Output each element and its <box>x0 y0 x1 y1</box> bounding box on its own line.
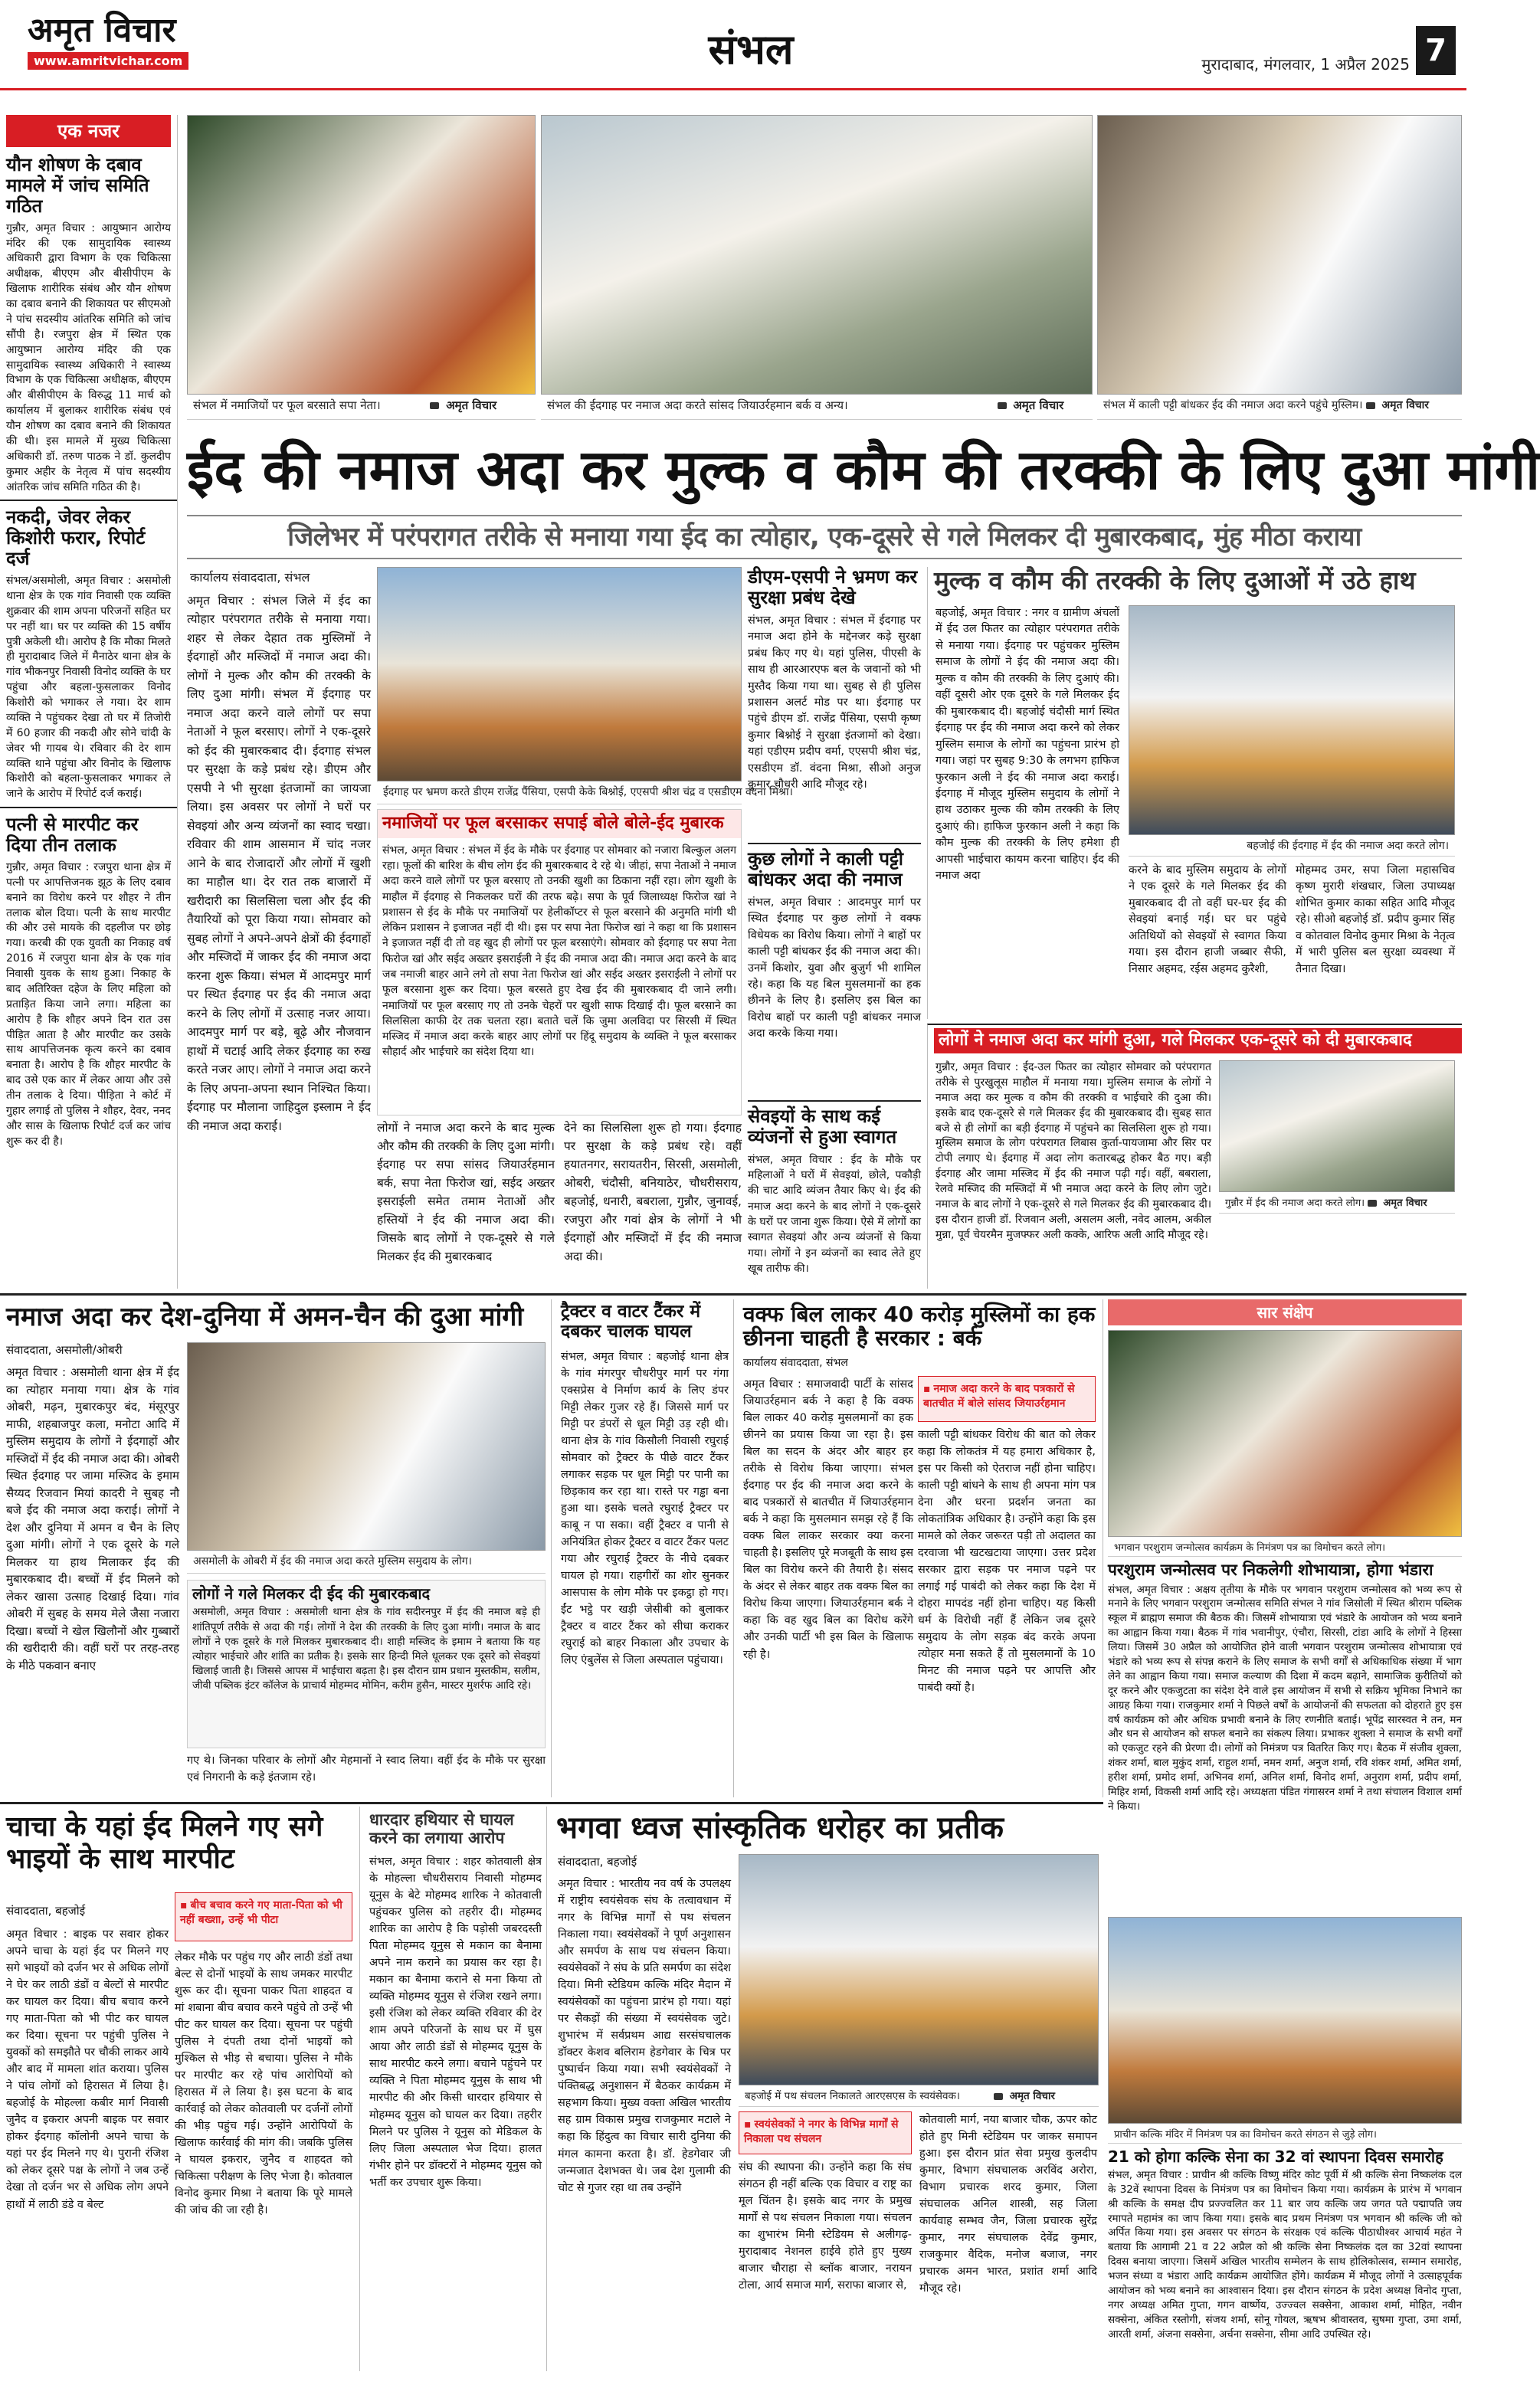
story-col-1: बहजोई, अमृत विचार : नगर व ग्रामीण अंचलों में ईद उल फितर का त्योहार परंपरागत तरीके से मनाया गया। ईदगाह पर पहुंचकर मुस्लिम समाज के लोगों ने ईद की नमाज अदा की। मुल्क व कौम की तरक्की के लिए दुआएं की। वहीं दूसरी ओर एक दूसरे के गले मिलकर ईद की मुबारकबाद दी। बहजोई चंदौसी मार्ग स्थित ईदगाह पर ईद की नमाज अदा करने को लेकर मुस्लिम समाज के लोगों का पहुंचना प्रारंभ हो गया। जहां पर सुबह 9:30 के लगभग हाफिज फुरकान अली ने ईद की नमाज अदा कराई। ईदगाह में मौजूद मुस्लिम समुदाय के लोगों ने हाथ उठाकर मुल्क की कौम तरक्की के लिए दुआएं की। हाफिज फुरकान अली ने कहा कि कौम मुल्क की तरक्की के लिए हमेशा ही आपसी भाईचारा कायम करना चाहिए। ईद की नमाज अदा <box>935 607 1119 883</box>
story-text: संभल, अमृत विचार : संभल में ईद के मौके पर ईदगाह पर सोमवार को नजारा बिल्कुल अलग रहा। फूलों की बारिश के बीच लोग ईद की मुबारकबाद दे रहे थे। जीहां, सपा नेताओं ने नमाज अदा करने वाले लोगों पर फूल बरसाए तो उनकी खुशी का ठिकाना नहीं रहा। लोग खुशी के माहौल में ईदगाह से निकलकर घरों की तरफ बढ़े। सपा के पूर्व जिलाध्यक्ष फिरोज खां ने प्रशासन से ईद के मौके पर नमाजियों पर हेलीकॉप्टर से फूल बरसाने की अनुमति मांगी थी लेकिन प्रशासन ने इजाजत नहीं दी थी। इस पर सपा नेता फिरोज खां ने कहा था कि प्रशासन ने इजाजत नहीं दी तो वह खुद ही लोगों पर फूल बरसाएंगे। सोमवार को ईदगाह पर सपा नेता फिरोज खां और सईद अख्तर इसराईली ने ईद की नमाज अदा की। नमाज अदा करने के बाद जब नमाजी बाहर आने लगे तो सपा नेता फिरोज खां और सईद अख्तर इसराईली ने लोगों पर फूल बरसाना शुरू कर दिया। फूल बरसते हुए देख ईद की मुबारकबाद दी जाने लगी। नमाजियों पर फूल बरसाए गए तो उनके चेहरों पर खुशी साफ दिखाई दी। फूल बरसाने का सिलसिला काफी देर तक चलता रहा। बताते चलें कि जुमा अलविदा पर सिरसी में स्थित मस्जिद में नमाज अदा करके बाहर आए लोगों पर हिंदू समुदाय के व्यक्ति ने फूल बरसाकर सौहार्द और भाईचारे का संदेश दिया था। <box>382 844 736 1059</box>
story-byline: संवाददाता, बहजोई <box>6 1904 86 1918</box>
photo-caption <box>1219 1192 1455 1214</box>
lead-deck <box>187 515 1462 559</box>
asmoli-story <box>0 1299 552 1797</box>
saar-header <box>1108 1299 1462 1325</box>
photo-image <box>1219 1060 1455 1192</box>
story-byline: संवाददाता, बहजोई <box>558 1855 637 1869</box>
sevai-story <box>748 1100 921 1289</box>
bhagwa-story <box>552 1807 1103 2371</box>
weapon-story <box>365 1807 547 2371</box>
story-photo <box>187 1342 546 1574</box>
saar-sankshep <box>1108 1299 1462 2371</box>
story-text: संभल, अमृत विचार : बहजोई थाना क्षेत्र के गांव मंगरपुर चौधरीपुर मार्ग पर गंगा एक्सप्रेस वे निर्माण कार्य के लिए डंपर मिट्टी लेकर गुजर रहे हैं। जिससे मार्ग पर मिट्टी पर डंपरों से धूल मिट्टी उड़ रही थी। थाना क्षेत्र के गांव किसौली निवासी रघुराई सोमवार को ट्रैक्टर के पीछे वाटर टैंकर लगाकर सड़क पर धूल मिट्टी पर पानी का छिड़काव कर रहा था। रास्ते पर गड्ढा बना हुआ था। इसके चलते रघुराई ट्रैक्टर पर काबू न पा सका। वहीं ट्रैक्टर व पानी से अनियंत्रित होकर ट्रैक्टर व वाटर टैंकर पलट गया और रघुराई ट्रैक्टर के नीचे दबकर घायल हो गया। राहगीरों का शोर सुनकर आसपास के लोग मौके पर इकट्ठा हो गए। ईंट भट्ठे पर खड़ी जेसीबी को बुलाकर ट्रैक्टर व वाटर टैंकर को सीधा कराकर रघुराई को बाहर निकाला और उपचार के लिए एंबुलेंस से जिला अस्पताल पहुंचाया। <box>561 1350 729 1667</box>
photo-image <box>739 1854 1099 2085</box>
brand-url[interactable]: www.amritvichar.com <box>28 52 188 70</box>
saar-story-1-text: संभल, अमृत विचार : अक्षय तृतीया के मौके पर भगवान परशुराम जन्मोत्सव को भव्य रूप से मनाने के लिए भगवान परशुराम जन्मोत्सव समिति संभल ने गांव जिसोली में स्थित श्रीराम पब्लिक स्कूल में ब्राह्मण समाज की बैठक की। जिसमें शोभायात्रा एवं भंडारे के आयोजन को भव्य बनाने का आह्वान किया गया। बैठक में गांव भवानीपुर, एंचौरा, सिरसी, टांडा आदि के लोगों ने हिस्सा लिया। जिसमें 30 अप्रैल को आयोजित होने वाली भगवान परशुराम जन्मोत्सव शोभायात्रा एवं भंडारे को भव्य रूप से संपन्न कराने के लिए समाज के सभी वर्गों से अधिकाधिक संख्या में भाग लेने का आह्वान किया गया। समाज कल्याण की दिशा में कदम बढ़ाने, सामाजिक कुरीतियों को दूर करने और एकजुटता का संदेश देने वाले इस आयोजन में सभी से सक्रिय भूमिका निभाने का आग्रह किया गया। राजकुमार शर्मा ने पिछले वर्षों के आयोजनों की सफलता को दोहराते हुए इस वर्ष कार्यक्रम को और अधिक प्रभावी बनाने के लिए रणनीति बताई। भूपेंद्र सारस्वत ने तन, मन और धन से आयोजन को सफल बनाने का संकल्प लिया। प्रभाकर शुक्ला ने समाज के सभी वर्गों को एकजुट रहने की प्रेरणा दी। लोगों को निमंत्रण पत्र वितरित किए गए। बैठक में संजीव शुक्ला, शंकर शर्मा, बाल मुकुंद शर्मा, राहुल शर्मा, नमन शर्मा, अनुज शर्मा, रवि शंकर शर्मा, अमित शर्मा, हरीश शर्मा, प्रमोद शर्मा, अभिनव शर्मा, अनिल शर्मा, विनोद शर्मा, अनुराग शर्मा, प्रदीप शर्मा, मिहिर शर्मा, विकसी शर्मा आदि रहे। अध्यक्षता पंडित गंगासरन शर्मा ने तथा संचालन विशाल शर्मा ने किया। <box>1108 1583 1462 1813</box>
story-text: संभल, अमृत विचार : संभल में ईदगाह पर नमाज अदा होने के मद्देनजर कड़े सुरक्षा प्रबंध किए गए थे। यहां पुलिस, पीएसी के साथ ही आरआरएफ बल के जवानों को भी मुस्तैद किया गया था। सुबह से ही पुलिस प्रशासन अलर्ट मोड पर था। ईदगाह पर पहुंचे डीएम डॉ. राजेंद्र पैंसिया, एसपी कृष्ण कुमार बिश्नोई ने सुरक्षा इंतजामों को देखा। यहां एडीएम प्रदीप वर्मा, एएसपी श्रीश चंद्र, एसडीएम डॉ. वंदना मिश्रा, सीओ अनुज कुमार चौधरी आदि मौजूद रहे। <box>748 614 921 791</box>
camera-icon <box>994 2093 1003 2100</box>
caption-text: संभल में नमाजियों पर फूल बरसाते सपा नेता। <box>193 398 381 412</box>
photo-credit: अमृत विचार <box>446 398 497 412</box>
left-column-header-text: एक नजर <box>57 120 120 142</box>
brief-title: यौन शोषण के दबाव मामले में जांच समिति गठित <box>6 154 149 217</box>
photo-caption <box>1129 835 1455 857</box>
brand-logo <box>28 11 196 83</box>
story-headline: चाचा के यहां ईद मिलने गए सगे भाइयों के साथ मारपीट <box>6 1811 323 1875</box>
story-headline: धारदार हथियार से घायल करने का लगाया आरोप <box>369 1810 514 1847</box>
caption-text: प्राचीन कल्कि मंदिर में निमंत्रण पत्र का विमोचन करते संगठन से जुड़े लोग। <box>1114 2128 1377 2141</box>
story-col-2: संघ की स्थापना की। उन्होंने कहा कि संघ संगठन ही नहीं बल्कि एक विचार व राष्ट्र का मूल चिंतन है। इसके बाद नगर के प्रमुख मार्गों से पथ संचलन निकाला गया। संचलन का शुभारंभ मिनी स्टेडियम से अलीगढ़-मुरादाबाद नेशनल हाईवे होते हुए मुख्य बाजार चौराहा से ब्लॉक बाजार, नरायन टोला, आर्य समाज मार्ग, सराफा बाजार से, <box>739 2161 912 2292</box>
photo-credit: अमृत विचार <box>1381 399 1429 411</box>
top-photo-2 <box>541 115 1093 420</box>
saar-story-2-headline: 21 को होगा कल्कि सेना का 32 वां स्थापना दिवस समारोह <box>1108 2147 1443 2166</box>
photo-caption <box>187 395 536 420</box>
photo-credit: अमृत विचार <box>1383 1197 1427 1209</box>
caption-text: संभल में काली पट्टी बांधकर ईद की नमाज अदा करने पहुंचे मुस्लिम। <box>1103 399 1363 411</box>
sub-story-headline: लोगों ने गले मिलकर दी ईद की मुबारकबाद <box>192 1584 431 1603</box>
story-headline: सेवइयों के साथ कई व्यंजनों से हुआ स्वागत <box>748 1106 897 1148</box>
brief-title: नकदी, जेवर लेकर किशोरी फरार, रिपोर्ट दर्ज <box>6 506 146 570</box>
photo-image <box>187 1342 546 1551</box>
caption-text: भगवान परशुराम जन्मोत्सव कार्यक्रम के निमंत्रण पत्र का विमोचन करते लोग। <box>1114 1542 1386 1554</box>
section-title: संभल <box>708 25 794 74</box>
brief-title: पत्नी से मारपीट कर दिया तीन तलाक <box>6 814 139 856</box>
story-headline: लोगों ने नमाज अदा कर मांगी दुआ, गले मिलकर एक-दूसरे को दी मुबारकबाद <box>934 1028 1462 1053</box>
story-headline: ट्रैक्टर व वाटर टैंकर में दबकर चालक घायल <box>561 1302 701 1342</box>
photo-caption <box>739 2085 1099 2107</box>
brand-name: अमृत विचार <box>28 11 176 50</box>
waqf-story <box>739 1299 1103 1797</box>
camera-icon <box>1366 402 1375 409</box>
callout-text: स्वयंसेवकों ने नगर के विभिन्न मार्गों से निकाला पथ संचलन <box>744 2118 899 2145</box>
camera-icon <box>430 402 439 409</box>
photo-image <box>1097 115 1462 395</box>
photo-credit: अमृत विचार <box>1009 2090 1056 2102</box>
tractor-story <box>556 1299 734 1797</box>
lead-col-3: देने का सिलसिला शुरू हो गया। ईदगाह पर सुरक्षा के कड़े प्रबंध रहे। वहीं हयातनगर, सरायतरीन, सिरसी, असमोली, ओबरी, चंदौसी, बनियाठेर, चौधरीसराय, बहजोई, धनारी, बबराला, गुन्नौर, जुनावई, रजपुरा और गवां क्षेत्र के लोगों ने भी ईदगाहों और मस्जिदों में ईद की नमाज अदा की। <box>564 1121 742 1264</box>
story-text: अमृत विचार : असमोली थाना क्षेत्र में ईद का त्योहार मनाया गया। क्षेत्र के गांव ओबरी, मढ़न, मुबारकपुर बंद, मंसूरपुर माफी, शहबाजपुर कला, मनोटा आदि में मुस्लिम समुदाय के लोगों ने ईदगाहों और मस्जिदों में ईद की नमाज अदा की। ओबरी स्थित ईदगाह पर जामा मस्जिद के इमाम सैय्यद रिजवान मियां कादरी ने सुबह नौ बजे ईद की नमाज अदा कराई। लोगों ने देश और दुनिया में अमन व चैन के लिए दुआ मांगी। लोगों ने एक दूसरे के गले मिलकर या हाथ मिलाकर ईद की मुबारकबाद दी। बच्चों में ईद मिलने को लेकर खासा उत्साह दिखाई दिया। गांव ओबरी में सुबह के समय मेले जैसा नजारा दिखा। बच्चों ने खेल खिलौनों और गुब्बारों की खरीदारी की। वहीं घरों पर तरह-तरह के मीठे पकवान बनाए <box>6 1365 179 1672</box>
saar-photo-2 <box>1108 1917 1462 2124</box>
saar-story-2-text: संभल, अमृत विचार : प्राचीन श्री कल्कि विष्णु मंदिर कोट पूर्वी में श्री कल्कि सेना निष्कलंक दल के 32वें स्थापना दिवस के निमंत्रण पत्र का विमोचन किया गया। कार्यक्रम के प्रारंभ में भगवान श्री कल्कि के समक्ष दीप प्रज्ज्वलित कर 11 बार जय कल्कि जय जगत पते पद्मापति जय रमापते महामंत्र का जाप किया गया। इसके बाद प्रथम निमंत्रण पत्र भगवान श्री कल्कि जी को अर्पित किया गया। इस अवसर पर संगठन के संरक्षक एवं कल्कि पीठाधीश्वर आचार्य महंत ने बताया कि आगामी 21 व 22 अप्रैल को श्री कल्कि सेना निष्कलंक दल का 32वां स्थापना दिवस बनाया जाएगा। जिसमें अखिल भारतीय सम्मेलन के साथ होलिकोत्सव, सम्मान समारोह, भजन संध्या व भंडारा आदि कार्यक्रम आयोजित होंगे। कार्यक्रम में मौजूद लोगों ने उत्साहपूर्वक आयोजन को भव्य बनाने का आश्वासन दिया। इस दौरान संगठन के प्रदेश अध्यक्ष विनोद गुप्ता, नगर अध्यक्ष अमित गुप्ता, गगन वार्ष्णेय, उज्ज्वल सक्सेना, आकाश शर्मा, मोहित, नवीन सक्सेना, अंकित रस्तोगी, संजय शर्मा, सोनू गोयल, ऋषभ श्रीवास्तव, सुषमा गुप्ता, उमा शर्मा, आरती शर्मा, अंजना सक्सेना, अर्चना सक्सेना, सीमा आदि उपस्थित रहे। <box>1108 2168 1462 2341</box>
issue-date: मुरादाबाद, मंगलवार, 1 अप्रैल 2025 <box>1201 55 1410 74</box>
story-col-3: कोतवाली मार्ग, नया बाजार चौक, ऊपर कोट होते हुए मिनी स्टेडियम पर जाकर समापन हुआ। इस दौरान प्रांत सेवा प्रमुख कुलदीप कुमार, विभाग संघचालक अरविंद अरोरा, विभाग प्रचारक शरद कुमार, जिला संघचालक अनिल शास्त्री, सह जिला कार्यवाह सम्भव जैन, जिला प्रचारक सुरेंद्र कुमार, नगर संघचालक देवेंद्र कुमार, राजकुमार वैदिक, मनोज बजाज, नगर प्रचारक अमन भारत, प्रशांत शर्मा आदि मौजूद रहे। <box>919 2114 1097 2295</box>
photo-caption <box>377 781 793 804</box>
brief-item <box>0 807 177 1154</box>
callout-text: नमाज अदा करने के बाद पत्रकारों से बातचीत में बोले सांसद जियाउर्रहमान <box>923 1383 1075 1410</box>
caption-text: संभल की ईदगाह पर नमाज अदा करते सांसद जियाउर्रहमान बर्क व अन्य। <box>547 398 848 412</box>
story-callout <box>918 1376 1096 1422</box>
caption-text: ईदगाह पर भ्रमण करते डीएम राजेंद्र पैंसिया, एसपी केके बिश्नोई, एएसपी श्रीश चंद्र व एसडीएम वंदना मिश्रा। <box>383 786 793 798</box>
caption-text: असमोली के ओबरी में ईद की नमाज अदा करते मुस्लिम समुदाय के लोग। <box>193 1555 472 1568</box>
right-top-story <box>927 567 1462 1019</box>
tier-divider <box>0 1293 1466 1296</box>
lead-col-1: अमृत विचार : संभल जिले में ईद का त्योहार परंपरागत तरीके से मनाया गया। शहर से लेकर देहात तक मुस्लिमों ने ईदगाहों और मस्जिदों में नमाज अदा की। लोगों ने मुल्क और कौम की तरक्की के लिए दुआ मांगी। संभल में ईदगाह पर नमाज अदा करने वाले लोगों पर सपा नेताओं ने फूल बरसाए। लोगों ने एक-दूसरे को ईद की मुबारकबाद दी। ईदगाह संभल पर सुरक्षा के कड़े प्रबंध रहे। डीएम और एसपी ने भी सुरक्षा इंतजामों का जायजा लिया। इस अवसर पर लोगों ने घरों पर सेवइयां और अन्य व्यंजनों का स्वाद चखा। रविवार की शाम आसमान में चांद नजर आने के बाद रोजादारों और लोगों में खुशी का माहौल था। देर रात तक बाजारों में खरीदारी का सिलसिला चला और ईद की तैयारियों को पूरा किया गया। सोमवार को सुबह लोगों ने अपने-अपने क्षेत्रों की ईदगाहों और मस्जिदों में जाकर ईद की नमाज अदा करना शुरू किया। संभल में आदमपुर मार्ग पर स्थित ईदगाह पर ईद की नमाज अदा करने के लिए लोगों में उत्साह नजर आया। आदमपुर मार्ग पर बड़े, बूढ़े और नौजवान हाथों में चटाई आदि लेकर ईदगाह का रुख करते नजर आए। लोगों ने नमाज अदा करने के लिए अपना-अपना स्थान निश्चित किया। ईदगाह पर मौलाना जाहिदुल इस्लाम ने ईद की नमाज अदा कराई। <box>187 594 371 1133</box>
caption-text: बहजोई की ईदगाह में ईद की नमाज अदा करते लोग। <box>1247 840 1449 852</box>
photo-caption <box>1108 2124 1462 2144</box>
story-headline: डीएम-एसपी ने भ्रमण कर सुरक्षा प्रबंध देखे <box>748 566 918 608</box>
story-text: संभल, अमृत विचार : आदमपुर मार्ग पर स्थित ईदगाह पर कुछ लोगों ने वक्फ विधेयक का विरोध किया। लोगों ने बाहों पर काली पट्टी बांधकर ईद की नमाज अदा की। उनमें किशोर, युवा और बुजुर्ग भी शामिल रहे। कहा कि यह बिल मुसलमानों का हक छीनने के लिए है। इसलिए इस बिल का विरोध बाहों पर काली पट्टी बांधकर नमाज अदा करके किया गया। <box>748 896 921 1040</box>
story-photo <box>1219 1060 1455 1214</box>
story-headline: मुल्क व कौम की तरक्की के लिए दुआओं में उठे हाथ <box>934 565 1416 595</box>
black-band-story <box>748 843 921 1096</box>
story-photo <box>739 1854 1099 2107</box>
photo-caption <box>1097 395 1462 420</box>
story-callout <box>175 1892 352 1941</box>
story-text: गुन्नौर, अमृत विचार : ईद-उल फितर का त्योहार सोमवार को परंपरागत तरीके से पुरखुलूस माहौल में मनाया गया। मुस्लिम समाज के लोगों ने नमाज अदा कर मुल्क व कौम की तरक्की व भाईचारे की दुआ की। इसके बाद एक-दूसरे से गले मिलकर ईद की मुबारकबाद दी। सुबह सात बजे से ही लोगों का बड़ी ईदगाह में पहुंचने का सिलसिला शुरू हो गया। मुस्लिम समाज के लोग परंपरागत लिबास कुर्ता-पायजामा और सिर पर टोपी लगाए थे। ईदगाह में अदा लोग कतारबद्ध होकर बैठ गए। बड़ी ईदगाह और जामा मस्जिद में ईद की नमाज पढ़ी गई। वहीं, बबराला, रेलवे मस्जिद की मस्जिदों में भी नमाज अदा करने के लिए लोग जुटे। नमाज के बाद लोगों ने एक-दूसरे से गले मिलकर ईद की मुबारकबाद दी। इस दौरान हाजी डॉ. रिजवान अली, असलम अली, नवेद आलम, अकील मुन्ना, पूर्व चेयरमैन मुजफ्फर अली कक्के, आरिफ अली आदि मौजूद रहे। <box>935 1061 1211 1241</box>
bullet-icon: ▪ <box>180 1899 188 1912</box>
page-number-value: 7 <box>1425 33 1447 68</box>
story-headline: नमाजियों पर फूल बरसाकर सपाई बोले बोले-ईद मुबारक <box>378 810 741 838</box>
lead-byline: कार्यालय संवाददाता, संभल <box>190 570 310 585</box>
story-col-1: अमृत विचार : भारतीय नव वर्ष के उपलक्ष्य में राष्ट्रीय स्वयंसेवक संघ के तत्वावधान में नगर के विभिन्न मार्गों से पथ संचलन निकाला गया। स्वयंसेवकों ने पूर्ण अनुशासन और समर्पण के साथ पथ संचलन किया। स्वयंसेवकों ने संघ के प्रति समर्पण का संदेश दिया। मिनी स्टेडियम कल्कि मंदिर मैदान में स्वयंसेवकों का पहुंचना प्रारंभ हो गया। यहां पर सैकड़ों की संख्या में स्वयंसेवक जुटे। शुभारंभ में सर्वप्रथम आद्य सरसंघचालक डॉक्टर केशव बलिराम हेडगेवार के चित्र पर पुष्पार्चन किया गया। सभी स्वयंसेवकों ने पंक्तिबद्ध अनुशासन में बैठकर कार्यक्रम में सहभाग किया। मुख्य वक्ता अखिल भारतीय सह ग्राम विकास प्रमुख राजकुमार मटाले ने कहा कि हिंदुत्व का विचार सारी दुनिया की मंगल कामना करता है। डॉ. हेडगेवार जी जन्मजात देशभक्त थे। जब देश गुलामी की चोट से गुजर रहा था तब उन्होंने <box>558 1878 731 2194</box>
dm-story <box>748 567 921 835</box>
top-photo-1 <box>187 115 536 420</box>
lead-headline: ईद की नमाज अदा कर मुल्क व कौम की तरक्की के लिए दुआ मांगी <box>187 437 1540 502</box>
brief-item <box>0 147 177 500</box>
flowers-story <box>377 809 742 1115</box>
brief-text: गुन्नौर, अमृत विचार : रजपुरा थाना क्षेत्र में पत्नी पर आपत्तिजनक झूठ के लिए दबाव बनाने का विरोध करने पर शौहर ने तीन तलाक बोल दिया। पत्नी के साथ मारपीट की और उसे मायके की दहलीज पर छोड़ गया। करबी की एक युवती का निकाह वर्ष 2016 में रजपुरा थाना क्षेत्र के एक गांव निवासी युवक के साथ हुआ। निकाह के बाद अतिरिक्त दहेज के लिए महिला को प्रताड़ित किया जाने लगा। महिला का आरोप है कि शौहर अपने दिन रात उस पीड़ित आता है और मारपीट कर उसके साथ आपत्तिजनक कृत्य करने का दबाव बनाता है। आरोप है कि शौहर मारपीट के बाद उसे एक कार में लेकर आया और उसे तीन तलाक दे दिया। पीड़िता ने कोर्ट में गुहार लगाई तो पुलिस ने शौहर, देवर, ननद और सास के खिलाफ रिपोर्ट दर्ज कर जांच शुरू कर दी है। <box>6 860 171 1148</box>
photo-image <box>541 115 1093 395</box>
photo-image <box>1129 605 1455 835</box>
photo-image <box>377 567 742 781</box>
story-byline: संवाददाता, असमोली/ओबरी <box>6 1343 123 1357</box>
brief-text: गुन्नौर, अमृत विचार : आयुष्मान आरोग्य मंदिर की एक सामुदायिक स्वास्थ्य अधिकारी द्वारा विभाग के एक चिकित्सा अधीक्षक, बीएएम और बीसीपीएम के खिलाफ शारीरिक संबंध और यौन शोषण का दबाव बनाने की शिकायत पर सीएमओ ने पांच सदस्यीय आंतरिक समिति को जांच सौंपी है। रजपुरा क्षेत्र में स्थित एक आयुष्मान आरोग्य मंदिर की एक सामुदायिक स्वास्थ्य अधिकारी ने स्वास्थ्य विभाग के एक चिकित्सा अधीक्षक, बीएएम और बीसीपीएम के विरुद्ध 11 मार्च को कार्यालय में बुलाकर शारीरिक संबंध एवं यौन शोषण का दबाव बनाने की शिकायत की थी। इस मामले में मुख्य चिकित्सा अधिकारी डॉ. तरुण पाठक ने डॉ. कुलदीप कुमार अहीर के नेतृत्व में पांच सदस्यीय आंतरिक जांच समिति गठित की है। <box>6 221 171 493</box>
story-byline: कार्यालय संवाददाता, संभल <box>743 1356 848 1369</box>
photo-image <box>187 115 536 395</box>
story-text: संभल, अमृत विचार : ईद के मौके पर महिलाओं ने घरों में सेवइयां, छोले, पकौड़ी की चाट आदि व्यंजन तैयार किए थे। ईद की नमाज अदा करने के बाद लोगों ने एक-दूसरे के घरों पर जाना शुरू किया। ऐसे में लोगों का स्वागत सेवइयां और अन्य व्यंजनों से किया गया। लोगों ने इन व्यंजनों का स्वाद लेते हुए खूब तारीफ की। <box>748 1153 921 1275</box>
tier-divider <box>0 1802 1103 1804</box>
lead-deck-text: जिलेभर में परंपरागत तरीके से मनाया गया ईद का त्योहार, एक-दूसरे से गले मिलकर दी मुबारकबाद, मुंह मीठा कराया <box>287 522 1361 552</box>
photo-caption <box>1108 1537 1462 1557</box>
story-headline: वक्फ बिल लाकर 40 करोड़ मुस्लिमों का हक छीनना चाहती है सरकार : बर्क <box>743 1302 1096 1351</box>
chacha-story <box>0 1807 360 2371</box>
brief-item <box>0 500 177 807</box>
brief-text: संभल/असमोली, अमृत विचार : असमोली थाना क्षेत्र के एक गांव निवासी एक व्यक्ति शुक्रवार की शाम अपना परिजनों सहित घर पर नहीं था। घर पर व्यक्ति की 15 वर्षीय पुत्री अकेली थी। आरोप है कि मौका मिलते ही मुरादाबाद जिले में मैनाठेर थाना क्षेत्र के गांव भीकनपुर निवासी विनोद व्यक्ति के घर पहुंचा और बहला-फुसलाकर विनोद किशोरी को भगाकर ले गया। देर शाम व्यक्ति ने पहुंचकर देखा तो घर में तिजोरी में 60 हजार की नकदी और सोने चांदी के जेवर भी गायब थे। रविवार की देर शाम व्यक्ति थाने पहुंचा और विनोद के खिलाफ किशोरी को बहला-फुसलाकर भगाकर ले जाने के आरोप में रिपोर्ट दर्ज कराई। <box>6 575 171 801</box>
story-col-2: काली पट्टी बांधकर विरोध की बात को लेकर कहा कि लोकतंत्र में यह हमारा अधिकार है, इस पर किसी को ऐतराज नहीं होना चाहिए। काली पट्टी बांधने के साथ ही अपना मांग पत्र देना और धरना प्रदर्शन जनता का लोकतांत्रिक अधिकार है। उन्होंने कहा कि इस मामले को लेकर जरूरत पड़ी तो अदालत का दरवाजा भी खटखटाया जाएगा। उत्तर प्रदेश सरकार द्वारा सड़क पर नमाज पढ़ने पर लगाई गई पाबंदी को लेकर कहा कि देश में दोहरा मापदंड नहीं होना चाहिए। यह किसी धर्म के विरोधी नहीं हैं लेकिन जब दूसरे समुदाय के लोग सड़क बंद करके अपना त्योहार मना सकते हैं तो मुसलमानों के 10 मिनट की नमाज पढ़ने पर आपत्ति और पाबंदी क्यों है। <box>918 1429 1096 1695</box>
saar-story-1-headline: परशुराम जन्मोत्सव पर निकलेगी शोभायात्रा, होगा भंडारा <box>1108 1561 1434 1579</box>
caption-text: बहजोई में पथ संचलन निकालते आरएसएस के स्वयंसेवक। <box>745 2090 961 2102</box>
story-col-1: अमृत विचार : समाजवादी पार्टी के सांसद जियाउर्रहमान बर्क ने कहा है कि वक्फ बिल लाकर 40 करोड़ मुसलमानों का हक छीनने का प्रयास किया जा रहा है। इस बिल का सदन के अंदर और बाहर हर तरीके से विरोध किया जाएगा। संभल ईदगाह पर ईद की नमाज अदा करने के बाद पत्रकारों से बातचीत में जियाउर्रहमान बर्क ने कहा कि मुसलमान समझ रहे हैं कि वक्फ बिल लाकर सरकार क्या करना चाहती है। इसलिए पूरे मजबूती के साथ इस बिल का विरोध करने की तैयारी है। संसद के अंदर से लेकर बाहर तक वक्फ बिल का विरोध किया जाएगा। जियाउर्रहमान बर्क ने कहा कि वह खुद बिल का विरोध करेंगे और उनकी पार्टी भी इस बिल के खिलाफ रही है। <box>743 1378 913 1661</box>
lead-col-2: लोगों ने नमाज अदा करने के बाद मुल्क और कौम की तरक्की के लिए दुआ मांगी। ईदगाह पर सपा सांसद जियाउर्रहमान बर्क, सपा नेता फिरोज खां, सईद अख्तर इसराईली समेत तमाम नेताओं और हस्तियों ने ईद की नमाज अदा की। जिसके बाद लोगों ने एक-दूसरे से गले मिलकर ईद की मुबारकबाद <box>377 1121 555 1264</box>
story-col-2: करने के बाद मुस्लिम समुदाय के लोगों ने एक दूसरे के गले मिलकर ईद की मुबारकबाद दी तो वहीं घर-घर ईद की सेवइयां बनाई गई। घर घर पहुंचे अतिथियों को सेवइयों से स्वागत किया गया। इस दौरान हाजी जब्बार सैफी, निसार अहमद, रईस अहमद कुरैशी, <box>1129 864 1286 975</box>
gunnaur-story <box>927 1024 1462 1289</box>
story-headline: कुछ लोगों ने काली पट्टी बांधकर अदा की नमाज <box>748 848 903 890</box>
caption-text: गुन्नौर में ईद की नमाज अदा करते लोग। <box>1225 1197 1365 1209</box>
story-callout <box>739 2111 912 2154</box>
story-tail: गए थे। जिनका परिवार के लोगों और मेहमानों ने स्वाद लिया। वहीं ईद के मौके पर सुरक्षा एवं निगरानी के कड़े इंतजाम रहे। <box>187 1754 546 1784</box>
saar-header-text: सार संक्षेप <box>1257 1303 1313 1322</box>
story-col-2: लेकर मौके पर पहुंच गए और लाठी डंडों तथा बेल्ट से दोनों भाइयों के साथ जमकर मारपीट शुरू कर दी। सूचना पाकर पिता शाहदत व मां शबाना बीच बचाव करने पहुंचे तो उन्हें भी पीट कर घायल कर दिया। सूचना पर पहुंची पुलिस ने दंपती तथा दोनों भाइयों को मुश्किल से भीड़ से बचाया। पुलिस ने मौके पर मारपीट कर रहे पांच आरोपियों को हिरासत में ले लिया है। इस घटना के बाद कार्रवाई को लेकर कोतवाली पर दर्जनों लोगों की भीड़ पहुंच गई। उन्होंने आरोपियों के खिलाफ कार्रवाई की मांग की। जबकि पुलिस ने घायल इकरार, जुनैद व शाहदत को चिकित्सा परीक्षण के लिए भेजा है। कोतवाल विनोद कुमार मिश्रा ने बताया कि पूरे मामले की जांच की जा रही है। <box>175 1951 352 2217</box>
left-column <box>0 115 178 1289</box>
bullet-icon: ▪ <box>744 2118 752 2131</box>
masthead <box>0 0 1466 90</box>
sub-story <box>187 1580 546 1748</box>
story-headline: नमाज अदा कर देश-दुनिया में अमन-चैन की दुआ मांगी <box>6 1302 524 1332</box>
sub-story-text: असमोली, अमृत विचार : असमोली थाना क्षेत्र के गांव सदीरनपुर में ईद की नमाज बड़े ही शांतिपूर्ण तरीके से अदा की गई। लोगों ने देश की तरक्की के लिए दुआ मांगी। नमाज के बाद लोगों ने एक दूसरे के गले मिलकर मुबारकबाद दी। शाही मस्जिद के इमाम ने बताया कि यह त्योहार भाईचारे और शांति का प्रतीक है। इसके सार हिन्दी मिले धूलकर एक दूसरे को सेवइयां खिलाई जाती है। जिससे आपस में भाईचारा बढ़ता है। इस दौरान ग्राम प्रधान मुस्तकीम, सलीम, जीवी पब्लिक इंटर कॉलेज के प्राचार्य मोहम्मद मोमिन, करीम हुसैन, मास्टर मुशर्रफ आदि रहे। <box>192 1606 540 1692</box>
mid-photo <box>377 567 793 804</box>
camera-icon <box>1368 1200 1377 1207</box>
story-text: संभल, अमृत विचार : शहर कोतवाली क्षेत्र के मोहल्ला चौधरीसराय निवासी मोहम्मद यूनुस के बेटे मोहम्मद शारिक ने कोतवाली पहुंचकर पुलिस को तहरीर दी। मोहम्मद शारिक का आरोप है कि पड़ोसी जबरदस्ती पिता मोहम्मद यूनुस से मकान का बैनामा अपने नाम कराने का प्रयास कर रहा है। मकान का बैनामा कराने से मना किया तो व्यक्ति मोहम्मद यूनुस से रंजिश रखने लगा। इसी रंजिश को लेकर व्यक्ति रविवार की देर शाम अपने परिजनों के साथ घर में घुस आया और लाठी डंडों से मोहम्मद यूनुस के साथ मारपीट करने लगा। बचाने पहुंचने पर व्यक्ति ने पिता मोहम्मद यूनुस के साथ भी मारपीट की और किसी धारदार हथियार से मोहम्मद यूनुस को घायल कर दिया। तहरीर मिलने पर पुलिस ने यूनुस को मेडिकल के लिए जिला अस्पताल भेज दिया। हालत गंभीर होने पर डॉक्टरों ने मोहम्मद यूनुस को भर्ती कर उपचार शुरू किया। <box>369 1856 542 2189</box>
saar-photo-1 <box>1108 1330 1462 1537</box>
story-photo <box>1129 605 1455 858</box>
photo-caption <box>541 395 1093 420</box>
story-col-1: अमृत विचार : बाइक पर सवार होकर अपने चाचा के यहां ईद पर मिलने गए सगे भाइयों को दर्जन भर से अधिक लोगों ने घेर कर लाठी डंडों व बेल्टों से मारपीट कर घायल कर दिया। बीच बचाव करने गए माता-पिता को भी पीट कर घायल कर दिया। सूचना पर पहुंची पुलिस ने युवकों को समझौते पर चौकी लाकर आये और बाद में मामला शांत कराया। पुलिस ने पांच लोगों को हिरासत में लिया है। बहजोई के मोहल्ला कबीर मार्ग निवासी जुनैद व इकरार अपनी बाइक पर सवार होकर ईदगाह कॉलोनी अपने चाचा के यहां पर ईद मिलने गए थे। पुरानी रंजिश को लेकर दूसरे पक्ष के लोगों ने जब उन्हें देखा तो दर्जन भर से अधिक लोग अपने हाथों में लाठी डंडे व बेल्ट <box>6 1928 169 2211</box>
top-photo-3 <box>1097 115 1462 420</box>
photo-credit: अमृत विचार <box>1013 398 1064 412</box>
bullet-icon: ▪ <box>923 1383 931 1395</box>
photo-caption <box>187 1551 546 1574</box>
left-column-header <box>6 115 171 147</box>
story-col-3: मोहम्मद उमर, सपा जिला महासचिव कृष्ण मुरारी शंखधार, जिला उपाध्यक्ष शोभित कुमार काका सहित आदि मौजूद रहे। सीओ बहजोई डॉ. प्रदीप कुमार सिंह व कोतवाल विनोद कुमार मिश्रा के नेतृत्व में भारी पुलिस बल सुरक्षा व्यवस्था में तैनात दिखा। <box>1296 864 1455 975</box>
page-number <box>1416 26 1456 75</box>
story-headline: भगवा ध्वज सांस्कृतिक धरोहर का प्रतीक <box>556 1810 1004 1846</box>
camera-icon <box>998 402 1007 409</box>
callout-text: बीच बचाव करने गए माता-पिता को भी नहीं बख्शा, उन्हें भी पीटा <box>180 1899 342 1926</box>
